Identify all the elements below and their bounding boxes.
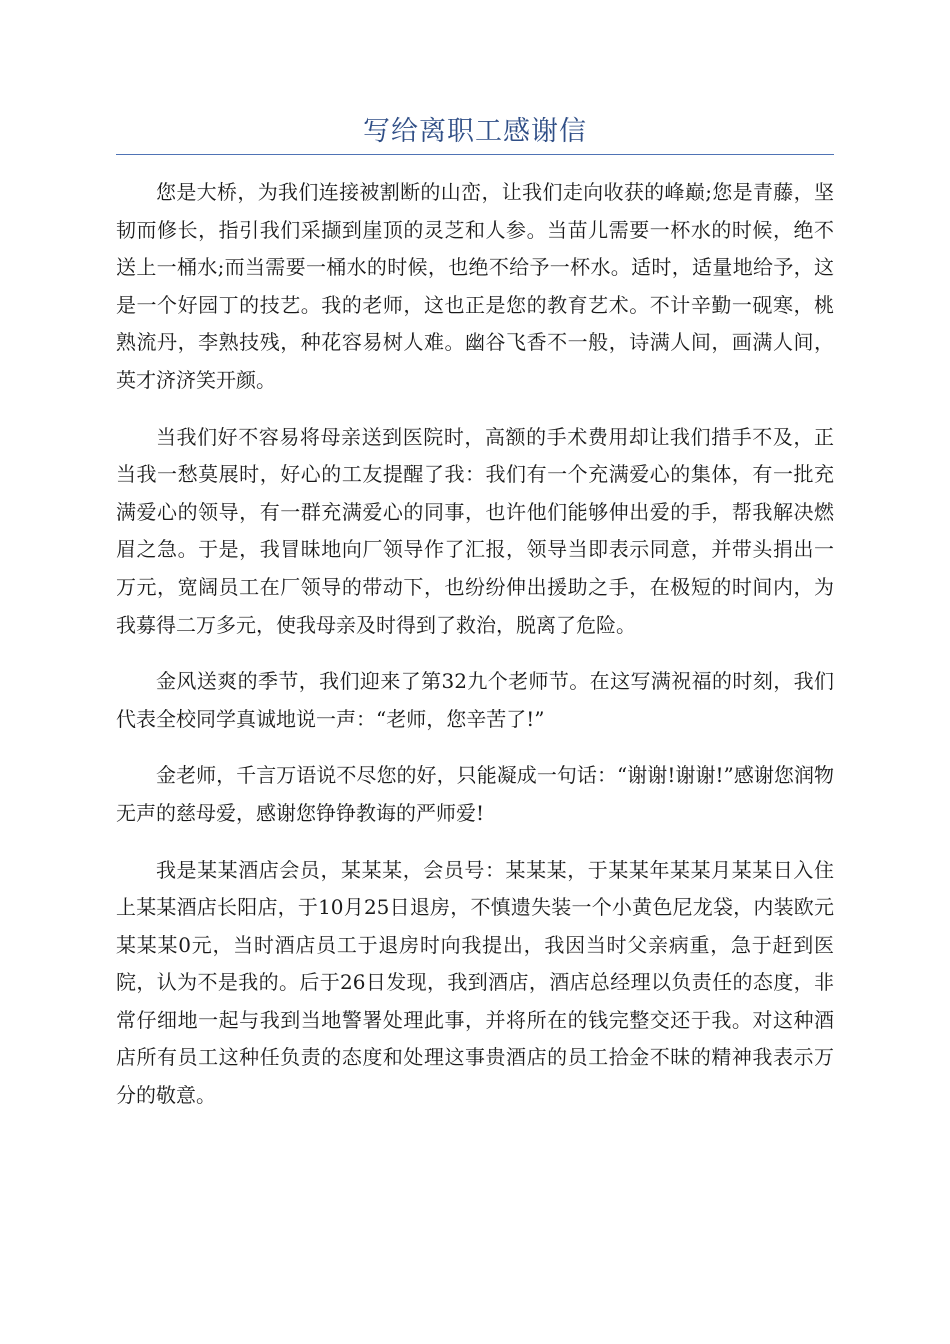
document-title: 写给离职工感谢信 <box>363 116 587 147</box>
paragraph-1: 您是大桥，为我们连接被割断的山峦，让我们走向收获的峰巅;您是青藤，坚韧而修长，指引我们采撷到崖顶的灵芝和人参。当苗儿需要一杯水的时候，绝不送上一桶水;而当需要一桶水的时候，也绝不给予一杯水。适时，适量地给予，这是一个好园丁的技艺。我的老师，这也正是您的教育艺术。不计辛勤一砚寒，桃熟流丹，李熟技残，种花容易树人难。幽谷飞香不一般，诗满人间，画满人间，英才济济笑开颜。 <box>116 180 834 392</box>
paragraph-5: 我是某某酒店会员，某某某，会员号：某某某，于某某年某某月某某日入住上某某酒店长阳店，于10月25日退房，不慎遗失装一个小黄色尼龙袋，内装欧元某某某0元，当时酒店员工于退房时向我提出，我因当时父亲病重，急于赶到医院，认为不是我的。后于26日发现，我到酒店，酒店总经理以负责任的态度，非常仔细地一起与我到当地警署处理此事，并将所在的钱完整交还于我。对这种酒店所有员工这种任负责的态度和处理这事贵酒店的员工拾金不昧的精神我表示万分的敬意。 <box>116 857 834 1108</box>
paragraph-3: 金风送爽的季节，我们迎来了第32九个老师节。在这写满祝福的时刻，我们代表全校同学真诚地说一声：“老师，您辛苦了!” <box>116 669 834 731</box>
paragraph-2: 当我们好不容易将母亲送到医院时，高额的手术费用却让我们措手不及，正当我一愁莫展时，好心的工友提醒了我：我们有一个充满爱心的集体，有一批充满爱心的领导，有一群充满爱心的同事，也许他们能够伸出爱的手，帮我解决燃眉之急。于是，我冒昧地向厂领导作了汇报，领导当即表示同意，并带头捐出一万元，宽阔员工在厂领导的带动下，也纷纷伸出援助之手，在极短的时间内，为我募得二万多元，使我母亲及时得到了救治，脱离了危险。 <box>116 424 834 637</box>
title-underline <box>116 154 834 155</box>
paragraph-4: 金老师，千言万语说不尽您的好，只能凝成一句话：“谢谢!谢谢!”感谢您润物无声的慈母爱，感谢您铮铮教诲的严师爱! <box>116 763 834 825</box>
document-body <box>116 174 834 1134</box>
